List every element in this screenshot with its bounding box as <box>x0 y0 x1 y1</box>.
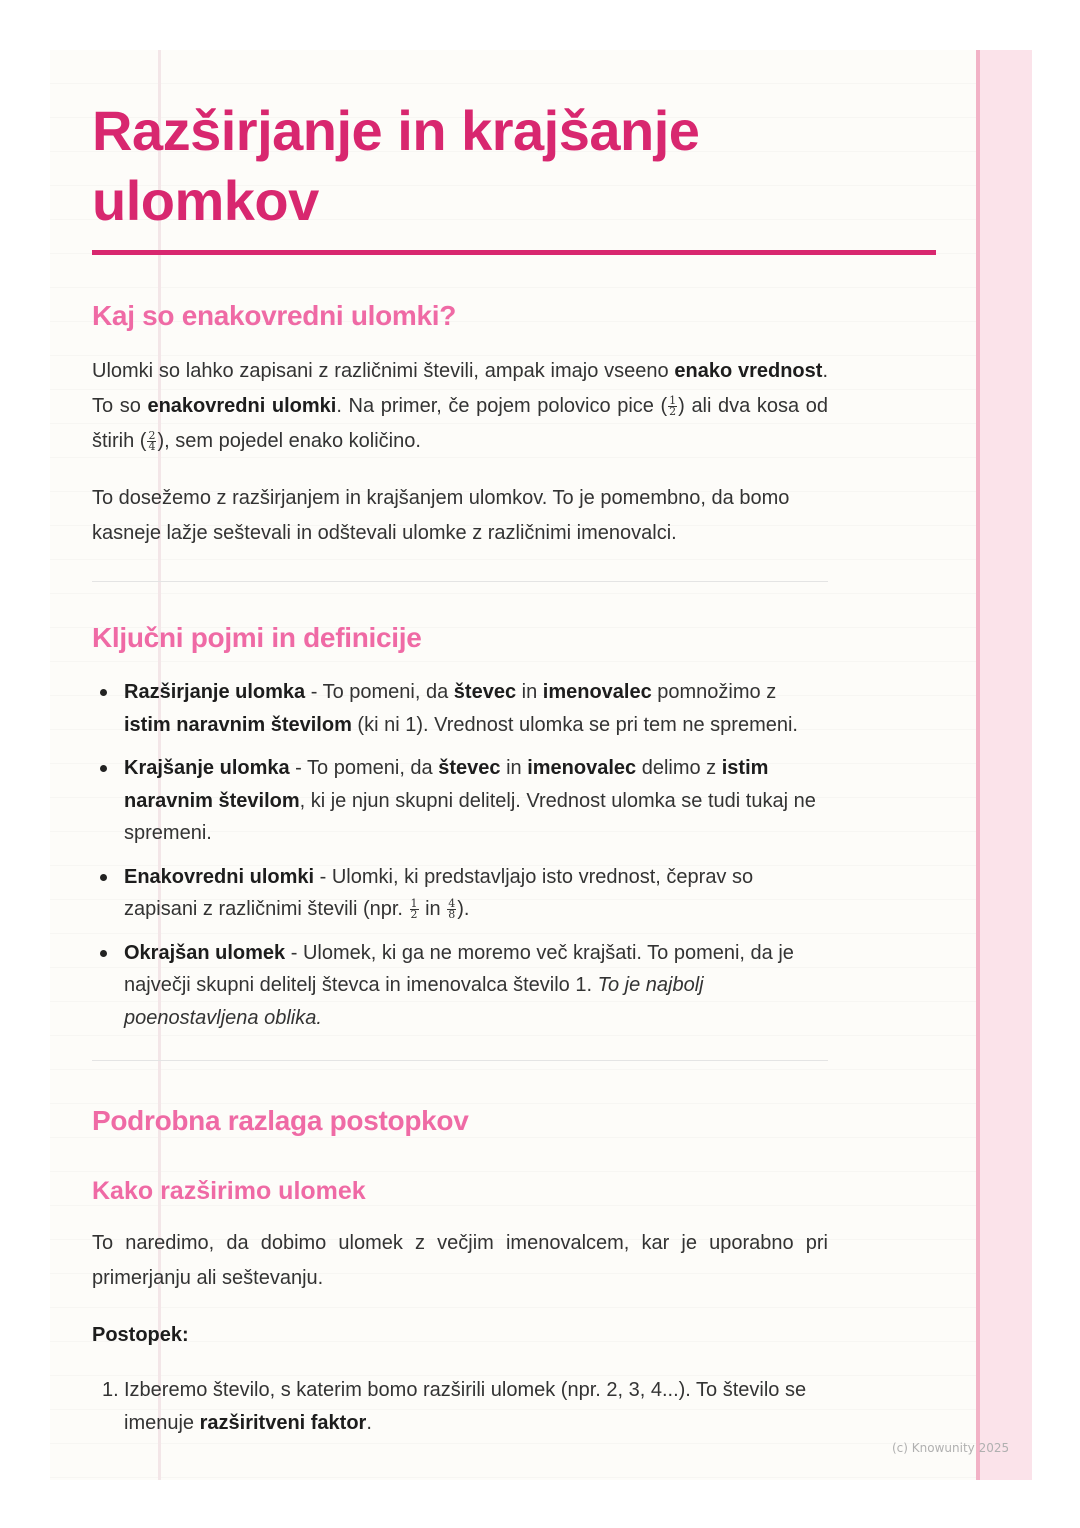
fraction-denominator: 2 <box>669 405 677 419</box>
fraction-denominator: 4 <box>148 440 156 454</box>
list-item <box>92 861 828 926</box>
bullet-icon <box>100 765 107 772</box>
section-heading: Podrobna razlaga postopkov <box>92 1105 469 1136</box>
bold-text: razširitveni faktor <box>199 1412 367 1434</box>
text: - To pomeni, da <box>305 681 454 703</box>
section-key-terms <box>92 622 828 1061</box>
fraction-denominator: 2 <box>410 908 418 922</box>
bullet-icon <box>100 874 107 881</box>
term: Okrajšan ulomek <box>124 941 286 964</box>
right-margin-strip <box>976 50 1032 1480</box>
term: Krajšanje ulomka <box>124 757 290 779</box>
text: . To so <box>92 360 828 417</box>
italic-text: To je najbolj poenostavljena oblika. <box>124 974 704 1029</box>
bold-text: enakovredni ulomki <box>147 395 337 417</box>
list-item <box>92 1374 828 1440</box>
list-item <box>92 676 828 741</box>
section-heading: Ključni pojmi in definicije <box>92 622 422 653</box>
definitions-list <box>92 676 828 1034</box>
fraction-numerator: 4 <box>448 897 456 911</box>
bold-text: istim naravnim številom <box>124 757 769 812</box>
page-title: Razširjanje in krajšanje ulomkov <box>92 99 700 232</box>
fraction <box>447 899 456 920</box>
bold-text: Postopek: <box>92 1324 189 1346</box>
fraction <box>147 431 156 452</box>
bold-text: istim naravnim številom <box>124 713 352 736</box>
term: Enakovredni ulomki <box>124 865 315 888</box>
text: - Ulomek, ki ga ne moremo več krajšati. To pomeni, da je največji skupni delitelj števca in imenovalca število 1. <box>124 941 794 996</box>
text: ) ali dva kosa od štirih ( <box>92 395 829 452</box>
subsection-heading: Kako razširimo ulomek <box>92 1177 366 1205</box>
paragraph <box>92 354 828 459</box>
text: in <box>516 681 543 703</box>
paragraph: To dosežemo z razširjanjem in krajšanjem ulomkov. To je pomembno, da bomo kasneje lažje seštevali in odštevali ulomke z različnimi imenovalci. <box>92 487 790 544</box>
procedure-label <box>92 1318 828 1353</box>
fraction-numerator: 2 <box>148 429 156 443</box>
section-procedures <box>92 1105 828 1440</box>
step-number: 1. <box>102 1379 119 1401</box>
text: - Ulomki, ki predstavljajo isto vrednost, čeprav so zapisani z različnimi števili (npr. <box>124 865 754 920</box>
paragraph: To naredimo, da dobimo ulomek z večjim imenovalcem, kar je uporabno pri primerjanju ali seštevanju. <box>92 1232 828 1289</box>
text: ). <box>457 898 470 920</box>
term: Razširjanje ulomka <box>124 681 306 703</box>
fraction <box>410 899 419 920</box>
section-equivalent-fractions <box>92 300 828 582</box>
text: . Na primer, če pojem polovico pice ( <box>336 395 668 417</box>
bold-text: imenovalec <box>527 757 637 779</box>
list-item <box>92 752 828 850</box>
right-margin-line <box>976 50 980 1480</box>
fraction-denominator: 8 <box>448 908 456 922</box>
bold-text: imenovalec <box>542 681 652 703</box>
bold-text: števec <box>453 681 517 703</box>
text: pomnožimo z <box>651 681 777 703</box>
text: delimo z <box>636 757 722 779</box>
steps-list <box>92 1374 828 1440</box>
list-item <box>92 937 828 1035</box>
bold-text: števec <box>438 757 501 779</box>
text: . <box>366 1412 372 1434</box>
copyright-notice: (c) Knowunity 2025 <box>892 1441 1010 1455</box>
bullet-icon <box>100 950 107 957</box>
bold-text: enako vrednost <box>674 360 823 382</box>
text: , ki je njun skupni delitelj. Vrednost ulomka se tudi tukaj ne spremeni. <box>124 789 816 844</box>
section-divider <box>92 1060 828 1061</box>
bullet-icon <box>100 689 107 696</box>
text: - To pomeni, da <box>289 757 439 779</box>
fraction-numerator: 1 <box>410 897 418 911</box>
section-heading: Kaj so enakovredni ulomki? <box>92 300 457 331</box>
text: Ulomki so lahko zapisani z različnimi števili, ampak imajo vseeno <box>92 360 675 382</box>
text: Izberemo število, s katerim bomo razširili ulomek (npr. 2, 3, 4...). To število se imenuje <box>124 1379 807 1434</box>
fraction-numerator: 1 <box>669 394 677 408</box>
text: in <box>419 898 447 920</box>
text: (ki ni 1). Vrednost ulomka se pri tem ne spremeni. <box>351 713 798 736</box>
text: ), sem pojedel enako količino. <box>157 430 421 452</box>
fraction <box>668 396 677 417</box>
text: in <box>500 757 528 779</box>
title-divider <box>92 250 936 255</box>
document-content <box>92 96 828 236</box>
section-divider <box>92 581 828 582</box>
